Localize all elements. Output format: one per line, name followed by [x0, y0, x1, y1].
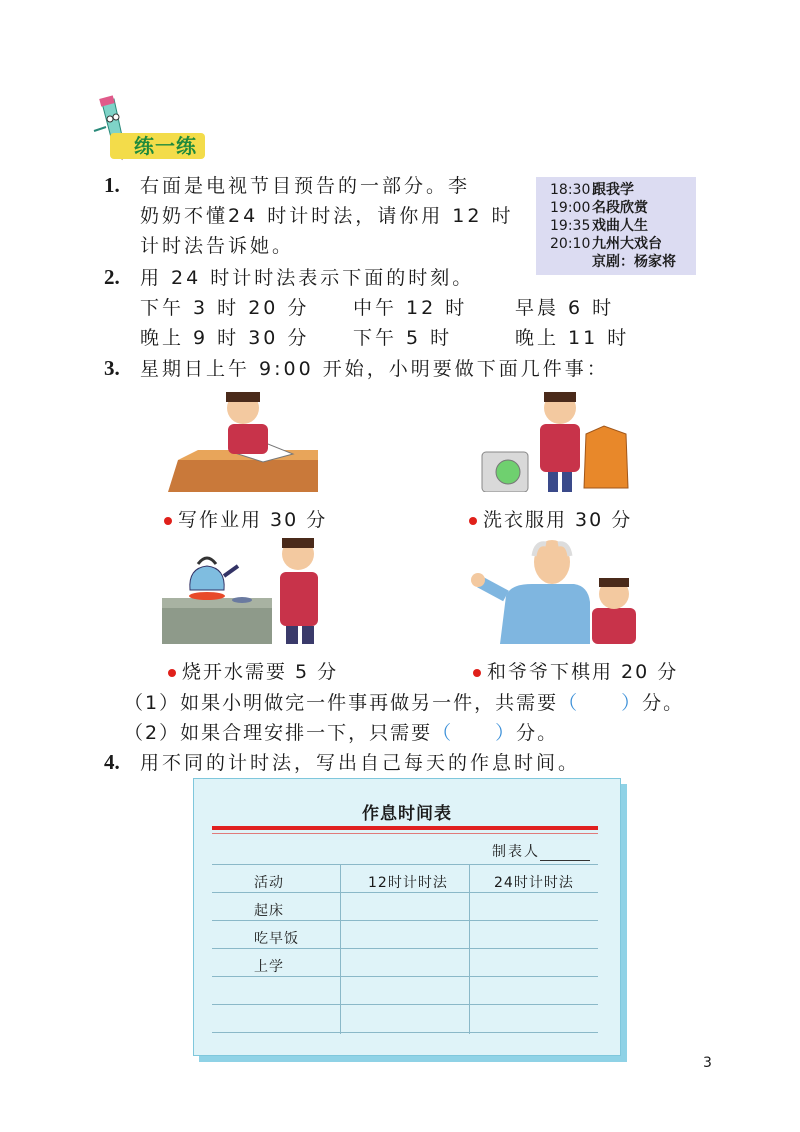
row-line [212, 864, 598, 865]
q2-number: 2. [104, 265, 120, 289]
q1-text [140, 171, 513, 261]
row-line [212, 948, 598, 949]
q2-text: 用 24 时计时法表示下面的时刻。 [140, 267, 475, 289]
q3-text: 星期日上午 9:00 开始，小明要做下面几件事： [140, 358, 609, 380]
col-line [340, 864, 341, 1034]
table-header: 24时计时法 [494, 875, 574, 891]
tv-note: 京剧：杨家将 [592, 254, 676, 270]
q3-number: 3. [104, 356, 120, 380]
task-item: 和爷爷下棋用 20 分 [473, 657, 678, 684]
task-item: 写作业用 30 分 [164, 505, 327, 532]
table-header: 活动 [254, 875, 284, 891]
page-number: 3 [703, 1055, 712, 1071]
row-line [212, 976, 598, 977]
q1-line: 奶奶不懂24 时计时法，请你用 12 时 [140, 205, 514, 227]
time-cell: 晚上 9 时 30 分 [140, 327, 310, 349]
bullet-icon [168, 669, 176, 677]
row-line [212, 920, 598, 921]
bullet-icon [469, 517, 477, 525]
tv-row: 19:00 名段欣赏 [550, 200, 648, 216]
time-cell: 早晨 6 时 [515, 297, 615, 319]
maker-blank[interactable] [540, 860, 590, 861]
task-item: 烧开水需要 5 分 [168, 657, 338, 684]
title-rule [212, 826, 598, 830]
kettle-illustration [162, 532, 332, 644]
tv-schedule [536, 177, 696, 275]
schedule-table [193, 778, 621, 1056]
tv-row: 19:35 戏曲人生 [550, 218, 648, 234]
q4-number: 4. [104, 750, 120, 774]
tv-row: 20:10 九州大戏台 [550, 236, 662, 252]
task-item: 洗衣服用 30 分 [469, 505, 632, 532]
practice-header [88, 95, 208, 165]
col-line [469, 864, 470, 1034]
bullet-icon [473, 669, 481, 677]
title-rule-thin [212, 833, 598, 834]
answer-blank[interactable]: （ ） [432, 722, 517, 744]
table-row-label: 起床 [254, 903, 284, 919]
table-header: 12时计时法 [368, 875, 448, 891]
table-row-label: 吃早饭 [254, 931, 299, 947]
table-title: 作息时间表 [362, 804, 452, 824]
time-cell: 中午 12 时 [353, 297, 468, 319]
time-cell: 晚上 11 时 [515, 327, 630, 349]
q1-line: 计时法告诉她。 [140, 235, 295, 257]
q1-line: 右面是电视节目预告的一部分。李 [140, 175, 471, 197]
tv-row: 18:30 跟我学 [550, 182, 634, 198]
homework-illustration [168, 380, 318, 492]
maker-field: 制表人 [492, 841, 590, 861]
row-line [212, 892, 598, 893]
practice-title: 练一练 [110, 133, 205, 159]
q3-sub2: （2）如果合理安排一下，只需要（ ）分。 [124, 722, 559, 744]
time-cell: 下午 5 时 [353, 327, 453, 349]
q3-sub1: （1）如果小明做完一件事再做另一件，共需要（ ）分。 [124, 692, 685, 714]
time-cell: 下午 3 时 20 分 [140, 297, 310, 319]
answer-blank[interactable]: （ ） [558, 692, 643, 714]
q4-text: 用不同的计时法，写出自己每天的作息时间。 [140, 752, 581, 774]
row-line [212, 1032, 598, 1033]
table-row-label: 上学 [254, 959, 284, 975]
laundry-illustration [478, 380, 638, 492]
q1-number: 1. [104, 173, 120, 197]
row-line [212, 1004, 598, 1005]
grandpa-illustration [470, 532, 638, 644]
bullet-icon [164, 517, 172, 525]
